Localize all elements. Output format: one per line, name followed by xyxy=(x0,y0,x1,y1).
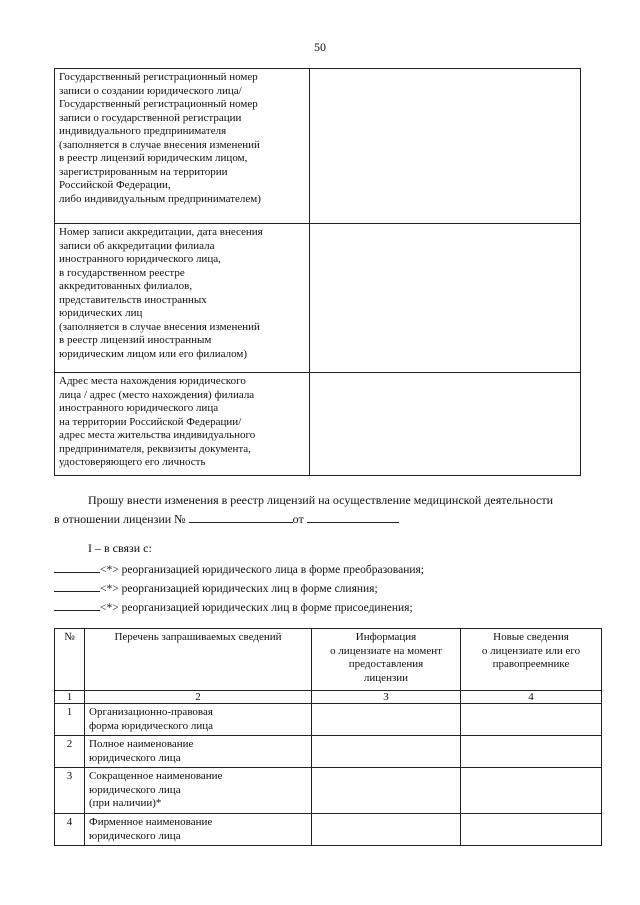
row-number: 1 xyxy=(55,704,85,736)
table-row xyxy=(55,768,602,814)
option-mark-field[interactable] xyxy=(54,560,100,573)
option-label: <*> реорганизацией юридических лиц в форме слияния; xyxy=(100,583,378,595)
row-current-value[interactable] xyxy=(312,736,461,768)
row-number: 2 xyxy=(55,736,85,768)
table-row xyxy=(55,814,602,846)
option-transformation xyxy=(54,560,424,579)
license-date-prefix: от xyxy=(292,512,304,526)
page-number: 50 xyxy=(314,40,326,54)
row-item: Сокращенное наименование юридического лица (при наличии)* xyxy=(85,768,312,814)
license-date-field[interactable] xyxy=(307,510,399,523)
row-new-value[interactable] xyxy=(461,736,602,768)
col-index: 3 xyxy=(312,691,461,704)
address-value[interactable] xyxy=(310,373,581,476)
row-number: 4 xyxy=(55,814,85,846)
column-index-row xyxy=(55,691,602,704)
address-label: Адрес места нахождения юридического лица / адрес (место нахождения) филиала иностранного юридического лица на территории Российской Федерации/ адрес места жительства индивидуального предпринимателя, реквизиты документа, удостоверяющего его личность xyxy=(55,373,310,476)
option-label: <*> реорганизацией юридического лица в форме преобразования; xyxy=(100,564,424,576)
table-row xyxy=(55,704,602,736)
row-new-value[interactable] xyxy=(461,704,602,736)
row-current-value[interactable] xyxy=(312,814,461,846)
reorganization-options xyxy=(54,560,424,617)
row-number: 3 xyxy=(55,768,85,814)
option-mark-field[interactable] xyxy=(54,598,100,611)
col-header-item: Перечень запрашиваемых сведений xyxy=(85,629,312,691)
col-index: 2 xyxy=(85,691,312,704)
table-row xyxy=(55,224,581,373)
row-current-value[interactable] xyxy=(312,768,461,814)
registration-number-value[interactable] xyxy=(310,69,581,224)
request-line-1: Прошу внести изменения в реестр лицензий на осуществление медицинской деятельности xyxy=(88,493,553,507)
option-merger xyxy=(54,579,424,598)
option-accession xyxy=(54,598,424,617)
table-row xyxy=(55,736,602,768)
license-prefix: в отношении лицензии № xyxy=(54,512,186,526)
col-header-new: Новые сведения о лицензиате или его правопреемнике xyxy=(461,629,602,691)
col-index: 1 xyxy=(55,691,85,704)
request-line-2 xyxy=(54,510,594,528)
table-header-row xyxy=(55,629,602,691)
row-item: Организационно-правовая форма юридического лица xyxy=(85,704,312,736)
table-row xyxy=(55,69,581,224)
requested-info-table xyxy=(54,628,602,846)
license-number-field[interactable] xyxy=(189,510,293,523)
accreditation-record-value[interactable] xyxy=(310,224,581,373)
row-current-value[interactable] xyxy=(312,704,461,736)
row-new-value[interactable] xyxy=(461,814,602,846)
row-item: Фирменное наименование юридического лица xyxy=(85,814,312,846)
row-item: Полное наименование юридического лица xyxy=(85,736,312,768)
row-new-value[interactable] xyxy=(461,768,602,814)
registration-number-label: Государственный регистрационный номер записи о создании юридического лица/ Государственный регистрационный номер записи о государственной регистрации индивидуального предпринимателя (заполняется в случае внесения изменений в реестр лицензий юридическим лицом, зарегистрированным на территории Российской Федерации, либо индивидуальным предпринимателем) xyxy=(55,69,310,224)
col-header-current: Информация о лицензиате на момент предоставления лицензии xyxy=(312,629,461,691)
section-heading: I – в связи с: xyxy=(88,541,152,555)
accreditation-record-label: Номер записи аккредитации, дата внесения записи об аккредитации филиала иностранного юридического лица, в государственном реестре аккредитованных филиалов, представительств иностранных юридических лиц (заполняется в случае внесения изменений в реестр лицензий иностранным юридическим лицом или его филиалом) xyxy=(55,224,310,373)
table-row xyxy=(55,373,581,476)
col-index: 4 xyxy=(461,691,602,704)
col-header-number: № xyxy=(55,629,85,691)
option-mark-field[interactable] xyxy=(54,579,100,592)
option-label: <*> реорганизацией юридических лиц в форме присоединения; xyxy=(100,602,413,614)
applicant-details-table xyxy=(54,68,581,476)
